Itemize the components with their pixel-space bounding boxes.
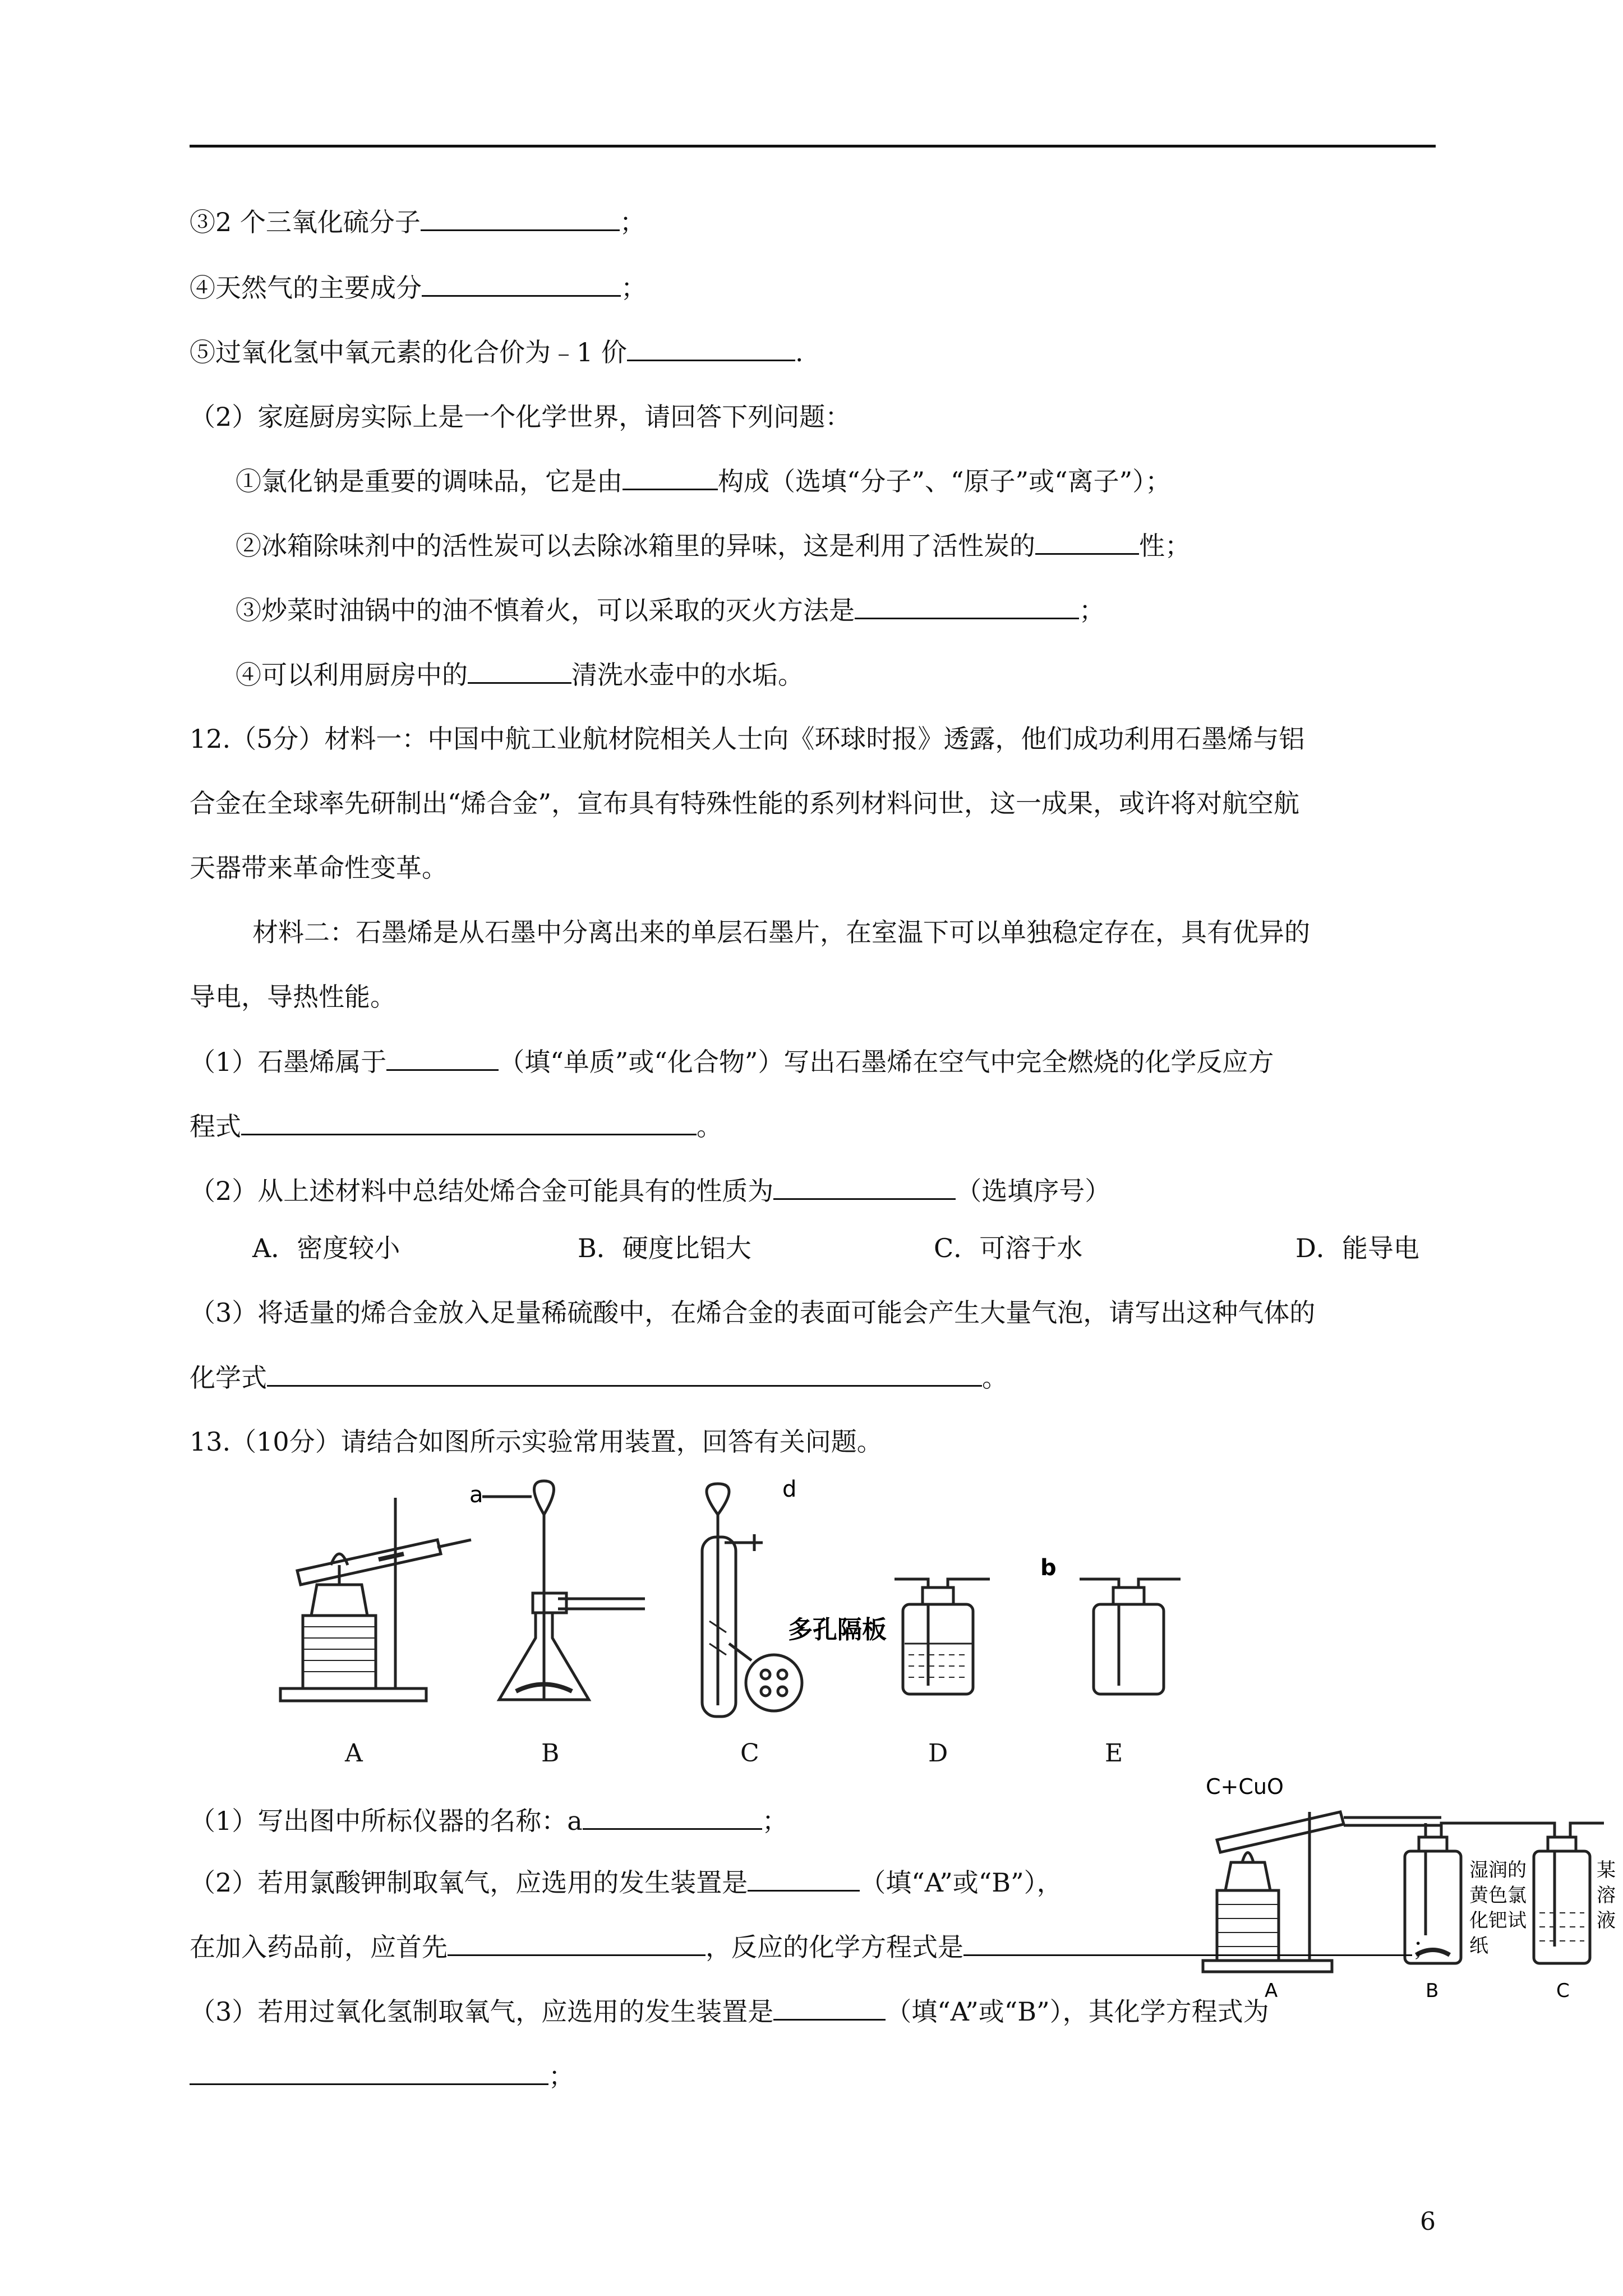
q13-stem: 13.（10分）请结合如图所示实验常用装置，回答有关问题。 [190, 1427, 883, 1457]
answer-blank[interactable] [773, 1994, 886, 2021]
text: 构成（选填“分子”、“原子”或“离子”）； [718, 466, 1172, 496]
paper-label: 湿润的 黄色氯 化钯试 纸 [1469, 1859, 1527, 1957]
text: ②冰箱除味剂中的活性炭可以去除冰箱里的异味，这是利用了活性炭的 [236, 531, 1035, 561]
answer-blank[interactable] [855, 593, 1079, 619]
q11-part2-heading: （2）家庭厨房实际上是一个化学世界，请回答下列问题： [190, 402, 851, 432]
text: （3）若用过氧化氢制取氧气，应选用的发生装置是 [190, 1996, 774, 2027]
answer-blank[interactable] [623, 464, 718, 490]
q11-item4 [190, 270, 647, 305]
q13-part2-cont [190, 1930, 1438, 1964]
q11-part2-item2 [236, 528, 1191, 563]
text: （填“A”或“B”），其化学方程式为 [886, 1996, 1269, 2027]
q13-part3 [190, 1994, 1269, 2028]
q12-stem-line3: 天器带来革命性变革。 [190, 853, 448, 883]
text: 程式 [190, 1111, 241, 1142]
q12-option-c: C．可溶于水 [934, 1233, 1083, 1263]
text: 在加入药品前，应首先 [190, 1932, 448, 1962]
marker-b: b [1040, 1555, 1057, 1581]
q11-item5 [190, 335, 804, 369]
text: ； [548, 2061, 574, 2091]
text: ⑤过氧化氢中氧元素的化合价为﹣1 价 [190, 337, 627, 367]
q11-part2-item4 [236, 657, 804, 692]
q13-part1 [190, 1803, 788, 1838]
text: ； [619, 207, 645, 237]
q12-part3-cont [190, 1360, 1008, 1395]
q12-part1 [190, 1045, 1274, 1079]
reduction-figure [1195, 1767, 1621, 2003]
q13-part2 [190, 1865, 1063, 1899]
solution-label: 某 溶 液 [1597, 1859, 1616, 1932]
answer-blank[interactable] [773, 1174, 956, 1200]
q12-option-d: D．能导电 [1295, 1233, 1419, 1263]
header-rule [190, 145, 1436, 148]
text: 化学式 [190, 1363, 267, 1393]
q12-material2-line1: 材料二：石墨烯是从石墨中分离出来的单层石墨片，在室温下可以单独稳定存在，具有优异的 [252, 917, 1310, 947]
q12-part2 [190, 1174, 1110, 1208]
answer-blank[interactable] [422, 270, 621, 297]
q12-option-b: B．硬度比铝大 [578, 1233, 751, 1263]
q11-part2-item3 [236, 593, 1105, 627]
text: . [795, 337, 804, 367]
text: （填“单质”或“化合物”）写出石墨烯在空气中完全燃烧的化学反应方 [499, 1047, 1274, 1077]
text: ； [1412, 1932, 1438, 1962]
answer-blank[interactable] [448, 1930, 706, 1956]
q13-part3-cont [190, 2059, 574, 2093]
text: （2）若用氯酸钾制取氧气，应选用的发生装置是 [190, 1867, 748, 1898]
page-number: 6 [1420, 2207, 1436, 2236]
text: ； [1079, 595, 1105, 625]
answer-blank[interactable] [386, 1045, 499, 1071]
fig2-label-c: C [1556, 1980, 1570, 2002]
fig1-label-b: B [541, 1739, 560, 1768]
q12-part3: （3）将适量的烯合金放入足量稀硫酸中，在烯合金的表面可能会产生大量气泡，请写出这种气体的 [190, 1297, 1316, 1328]
text: 性； [1139, 531, 1191, 561]
q11-item3 [190, 205, 645, 239]
apparatus-figure [269, 1475, 1234, 1728]
text: ④天然气的主要成分 [190, 273, 422, 303]
text: 清洗水壶中的水垢。 [571, 660, 804, 690]
marker-d: d [782, 1476, 797, 1502]
q12-option-a: A．密度较小 [252, 1233, 400, 1263]
text: ； [762, 1806, 788, 1836]
plate-label: 多孔隔板 [788, 1616, 887, 1644]
fig1-label-c: C [740, 1739, 759, 1768]
q12-part1-cont [190, 1109, 722, 1143]
fig1-label-e: E [1105, 1739, 1123, 1768]
text: 。 [697, 1111, 722, 1142]
fig1-label-d: D [928, 1739, 948, 1768]
marker-a: a [469, 1482, 483, 1508]
answer-blank[interactable] [627, 335, 795, 361]
answer-blank[interactable] [748, 1865, 860, 1892]
answer-blank[interactable] [190, 2059, 548, 2085]
apparatus-a-drawing [280, 1498, 471, 1701]
text: ①氯化钠是重要的调味品，它是由 [236, 466, 623, 496]
text: （2）从上述材料中总结处烯合金可能具有的性质为 [190, 1176, 774, 1206]
text: 。 [982, 1363, 1008, 1393]
text: （填“A”或“B”）， [860, 1867, 1063, 1898]
reagent-label: C+CuO [1206, 1774, 1284, 1799]
fig2-label-b: B [1426, 1980, 1439, 2002]
text: ； [621, 273, 647, 303]
answer-blank[interactable] [963, 1930, 1412, 1956]
text: （选填序号） [956, 1176, 1111, 1206]
apparatus-e-drawing [1080, 1579, 1181, 1694]
text: （1）石墨烯属于 [190, 1047, 387, 1077]
apparatus-d-drawing [895, 1579, 990, 1694]
text: ④可以利用厨房中的 [236, 660, 468, 690]
answer-blank[interactable] [468, 657, 571, 684]
text: ③炒菜时油锅中的油不慎着火，可以采取的灭火方法是 [236, 595, 855, 625]
fig1-label-a: A [345, 1739, 363, 1768]
text: （1）写出图中所标仪器的名称：a [190, 1806, 583, 1836]
fig2-label-a: A [1265, 1980, 1278, 2002]
answer-blank[interactable] [421, 205, 620, 231]
q12-stem-line1: 12.（5分）材料一：中国中航工业航材院相关人士向《环球时报》透露，他们成功利用石墨烯与铝 [190, 724, 1305, 754]
text: ，反应的化学方程式是 [706, 1932, 963, 1962]
apparatus-b-drawing [482, 1481, 645, 1700]
q12-material2-line2: 导电，导热性能。 [190, 982, 396, 1012]
text: ③2 个三氧化硫分子 [190, 207, 421, 237]
q12-stem-line2: 合金在全球率先研制出“烯合金”，宣布具有特殊性能的系列材料问世，这一成果，或许将对航空航 [190, 788, 1300, 818]
answer-blank[interactable] [241, 1109, 697, 1135]
q11-part2-item1 [236, 464, 1171, 498]
answer-blank[interactable] [1035, 528, 1139, 555]
apparatus-c-drawing [702, 1484, 802, 1717]
answer-blank[interactable] [583, 1803, 762, 1830]
answer-blank[interactable] [267, 1360, 982, 1387]
